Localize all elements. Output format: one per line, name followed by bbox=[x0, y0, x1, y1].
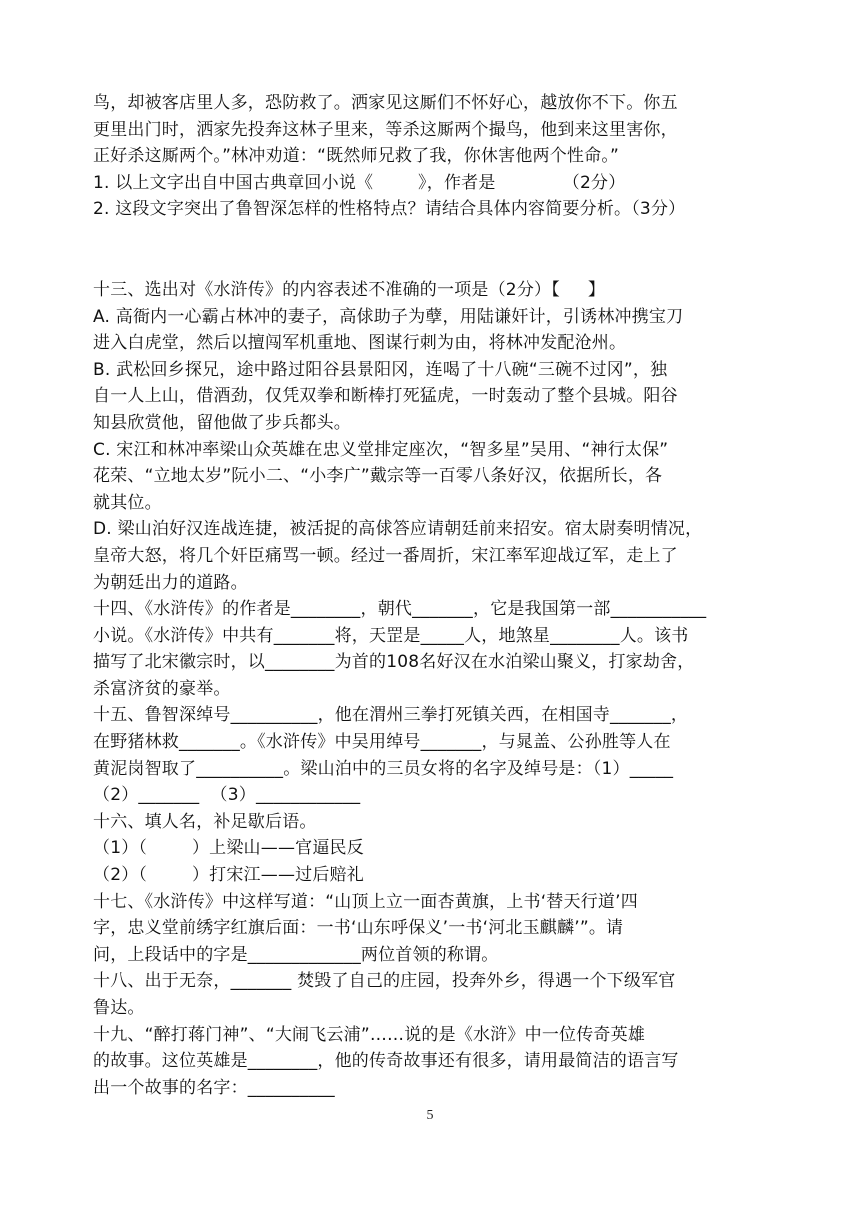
question-17-line: 字，忠义堂前绣字红旗后面：一书‘山东呼保义’一书‘河北玉麒麟’”。请 bbox=[93, 918, 624, 939]
question-14-line: 小说。《水浒传》中共有_______将，天罡是_____人，地煞星________人。该书 bbox=[93, 625, 689, 646]
option-d-line: D. 梁山泊好汉连战连捷，被活捉的高俅答应请朝廷前来招安。宿太尉奏明情况， bbox=[93, 519, 703, 540]
document-body bbox=[93, 90, 773, 1101]
question-18-line: 鲁达。 bbox=[93, 998, 145, 1018]
question-15 bbox=[93, 702, 773, 808]
answer-space bbox=[93, 223, 773, 277]
question-16-item: （2）（ ）打宋江——过后赔礼 bbox=[93, 865, 364, 886]
question-16-item: （1）（ ）上梁山——官逼民反 bbox=[93, 838, 364, 859]
question-15-line: 十五、鲁智深绰号__________，他在渭州三拳打死镇关西，在相国寺_______， bbox=[93, 705, 689, 726]
question-18 bbox=[93, 968, 773, 1021]
question-14 bbox=[93, 596, 773, 702]
passage-line: 正好杀这厮两个。”林冲劝道：“既然师兄救了我，你休害他两个性命。” bbox=[93, 146, 620, 167]
question-19 bbox=[93, 1022, 773, 1102]
question-2: 2. 这段文字突出了鲁智深怎样的性格特点？请结合具体内容简要分析。（3分） bbox=[93, 199, 686, 220]
question-15-line: 在野猪林救_______。《水浒传》中吴用绰号_______，与晁盖、公孙胜等人在 bbox=[93, 732, 671, 753]
option-b-line: 知县欣赏他，留他做了步兵都头。 bbox=[93, 412, 351, 433]
question-19-line: 十九、“醉打蒋门神”、“大闹飞云浦”……说的是《水浒》中一位传奇英雄 bbox=[93, 1024, 646, 1045]
question-14-line: 描写了北宋徽宗时，以________为首的108名好汉在水泊梁山聚义，打家劫舍， bbox=[93, 652, 695, 673]
option-b-line: 自一人上山，借酒劲，仅凭双拳和断棒打死猛虎，一时轰动了整个县城。阳谷 bbox=[93, 386, 678, 407]
question-14-line: 十四、《水浒传》的作者是________，朝代_______，它是我国第一部___________ bbox=[93, 599, 707, 620]
option-b-line: B. 武松回乡探兄，途中路过阳谷县景阳冈，连喝了十八碗“三碗不过冈”，独 bbox=[93, 359, 668, 380]
question-13 bbox=[93, 277, 773, 596]
question-17 bbox=[93, 889, 773, 969]
option-c-line: 花荣、“立地太岁”阮小二、“小李广”戴宗等一百零八条好汉，依据所长，各 bbox=[93, 466, 663, 487]
option-d-line: 皇帝大怒，将几个奸臣痛骂一顿。经过一番周折，宋江率军迎战辽军，走上了 bbox=[93, 545, 678, 566]
question-14-line: 杀富济贫的豪举。 bbox=[93, 678, 231, 699]
question-17-line: 问，上段话中的字是_____________两位首领的称谓。 bbox=[93, 944, 499, 965]
passage-excerpt bbox=[93, 90, 773, 170]
question-16 bbox=[93, 809, 773, 889]
question-19-line: 的故事。这位英雄是________，他的传奇故事还有很多，请用最简洁的语言写 bbox=[93, 1051, 679, 1072]
option-a-line: A. 高衙内一心霸占林冲的妻子，高俅助子为孽，用陆谦奸计，引诱林冲携宝刀 bbox=[93, 306, 684, 327]
option-a-line: 进入白虎堂，然后以擅闯军机重地、图谋行刺为由，将林冲发配沧州。 bbox=[93, 333, 627, 354]
question-17-line: 十七、《水浒传》中这样写道：“山顶上立一面杏黄旗，上书‘替天行道’四 bbox=[93, 891, 638, 912]
question-19-line: 出一个故事的名字：__________ bbox=[93, 1077, 335, 1098]
question-16-stem: 十六、填人名，补足歇后语。 bbox=[93, 811, 317, 832]
option-c-line: 就其位。 bbox=[93, 492, 162, 513]
question-1: 1. 以上文字出自中国古典章回小说《 》，作者是 （2分） bbox=[93, 172, 626, 193]
question-18-line: 十八、出于无奈，_______ 焚毁了自己的庄园，投奔外乡，得遇一个下级军官 bbox=[93, 971, 676, 992]
option-c-line: C. 宋江和林冲率梁山众英雄在忠义堂排定座次，“智多星”吴用、“神行太保” bbox=[93, 439, 669, 460]
question-15-line: 黄泥岗智取了__________。梁山泊中的三员女将的名字及绰号是：（1）_____ bbox=[93, 758, 674, 779]
option-d-line: 为朝廷出力的道路。 bbox=[93, 572, 248, 593]
question-15-line: （2）_______ （3）____________ bbox=[93, 785, 361, 806]
passage-line: 更里出门时，洒家先投奔这林子里来，等杀这厮两个撮鸟，他到来这里害你， bbox=[93, 119, 678, 140]
page-number: 5 bbox=[426, 1108, 434, 1123]
question-13-stem: 十三、选出对《水浒传》的内容表述不准确的一项是（2分）【 】 bbox=[93, 279, 606, 300]
passage-line: 鸟，却被客店里人多，恐防救了。洒家见这厮们不怀好心，越放你不下。你五 bbox=[93, 93, 678, 113]
